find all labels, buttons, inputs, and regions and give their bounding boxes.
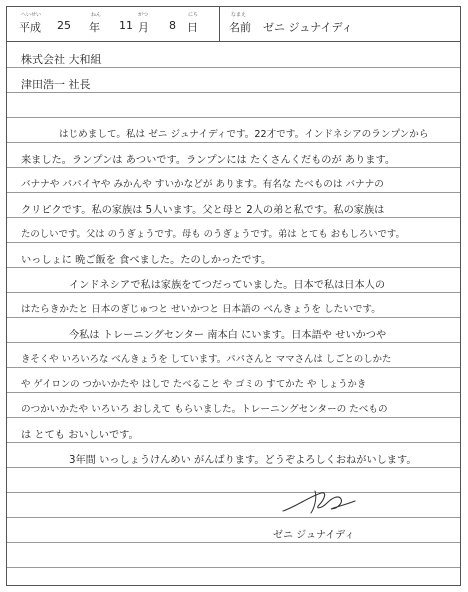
ruled-line [7,492,460,493]
ruled-line [7,192,460,193]
ruled-line [7,567,460,568]
ruled-line [7,267,460,268]
month-value: 11 [119,19,133,32]
body-line: いっしょに 晩ご飯を 食べました。たのしかったです。 [21,255,272,266]
year-label: 年 [89,21,100,34]
body-line: のつかいかたや いろいろ おしえて もらいました。トレーニングセンターの たべもの [21,404,388,415]
ruled-line [7,92,460,93]
signature-scribble [275,485,365,519]
body-line: はたらきかたと 日本のぎじゅつと せいかつと 日本語の べんきょうを したいです。 [21,304,381,315]
ruled-line [7,367,460,368]
body-line: はじめまして。私は ゼニ ジュナイディです。22才です。インドネシアのランプンから [59,129,429,140]
year-ruby: ねん [91,12,102,18]
body-line: きそくや いろいろな べんきょうを しています。パパさんと ママさんは しごとのしかた [21,354,392,365]
body-line: クリピクです。私の家族は 5人います。父と母と 2人の弟と私です。私の家族は [21,205,385,216]
recipient-company: 株式会社 大和組 [21,53,102,66]
body-line: 3年間 いっしょうけんめい がんばります。どうぞよろしくおねがいします。 [69,455,417,466]
day-ruby: にち [188,12,199,18]
body-line: や ゲイロンの つかいかたや はしで たべること や ゴミの すてかた や しょうかき [21,379,367,390]
ruled-line [7,292,460,293]
recipient-person: 津田浩一 社長 [21,78,91,91]
letter-header [7,7,460,42]
ruled-line [7,542,460,543]
day-label: 日 [187,21,198,34]
signature-name: ゼニ ジュナイディ [273,530,355,541]
ruled-line [7,142,460,143]
month-ruby: がつ [138,12,149,18]
body-line: 来ました。ランプンは あついです。ランプンには たくさんくだものが あります。 [21,155,396,166]
letter-sheet [6,6,461,586]
header-divider [219,7,220,41]
ruled-line [7,242,460,243]
body-line: バナナや パパイヤや みかんや すいかなどが あります。有名な たべものは バナナの [21,179,384,190]
ruled-line [7,117,460,118]
body-line: たのしいです。父は のうぎょうです。母も のうぎょうです。弟は とても おもしろいです。 [21,229,405,240]
ruled-line [7,467,460,468]
body-line: は とても おいしいです。 [21,430,139,441]
body-line: インドネシアで私は家族をてつだっていました。日本で私は日本人の [69,280,386,291]
body-line: 今私は トレーニングセンター 南本白 にいます。日本語や せいかつや [69,330,387,341]
name-ruby: なまえ [231,12,247,18]
day-value: 8 [169,19,176,32]
ruled-line [7,392,460,393]
year-value: 25 [57,19,71,32]
name-label: 名前 [229,21,251,34]
ruled-line [7,342,460,343]
month-label: 月 [138,21,149,34]
era-label: 平成 [19,21,41,34]
ruled-line [7,217,460,218]
name-value: ゼニ ジュナイディ [263,21,353,34]
era-ruby: へいせい [21,12,42,18]
ruled-line [7,517,460,518]
ruled-line [7,442,460,443]
ruled-line [7,167,460,168]
ruled-line [7,417,460,418]
ruled-line [7,67,460,68]
ruled-line [7,317,460,318]
